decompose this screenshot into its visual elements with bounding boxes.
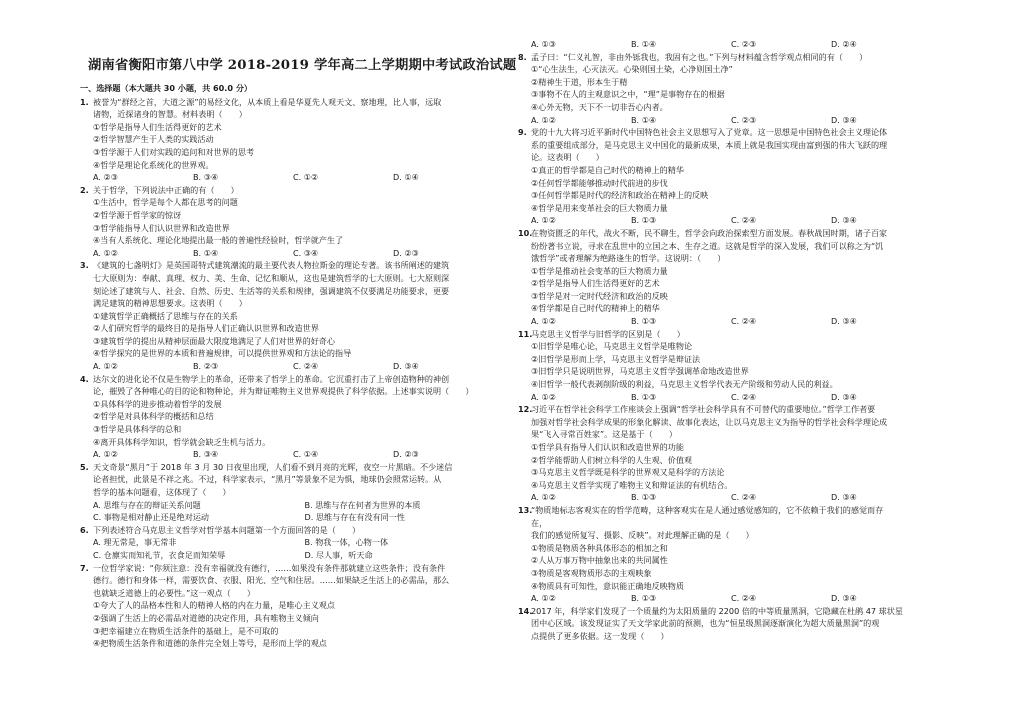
answer-options [531, 391, 954, 404]
statement-item: ②哲学源于哲学家的惊讶 [93, 209, 182, 220]
question-stem-line: 达尔文的进化论不仅是生物学上的革命，还带来了哲学上的革命。它沉重打击了上帝创造物种的神创 [93, 373, 450, 384]
question-number: 4. [80, 373, 89, 384]
answer-options [531, 38, 954, 51]
statement-item: ④哲学是理论化系统化的世界观。 [93, 159, 214, 170]
answer-option: A. ①② [531, 492, 557, 503]
question-stem-line: 关于哲学，下列说法中正确的有（ ） [93, 184, 239, 195]
question-stem-line: 系的重要组成部分，是马克思主义中国化的最新成果，本质上就是我国实现由富到强的伟大飞跃的理 [531, 139, 888, 150]
question [80, 184, 516, 260]
statement-item: ④离开具体科学知识，哲学就会缺乏生机与活力。 [93, 436, 271, 447]
statement-item: ②旧哲学是形而上学，马克思主义哲学是辩证法 [531, 353, 701, 364]
question-stem-line: 被誉为“群经之首，大道之源”的易经文化，从本质上看是华夏先人观天文、察地理，比人事，远取 [93, 96, 442, 107]
answer-options [93, 171, 516, 184]
answer-option: C. ②④ [293, 361, 319, 372]
answer-option: B. ①③ [631, 316, 657, 327]
answer-options [93, 511, 516, 524]
statement-item: ②任何哲学都能够推动时代前进的步伐 [531, 177, 668, 188]
answer-options [531, 214, 954, 227]
question [518, 126, 954, 227]
statement-item: ②哲学是指导人们生活得更好的艺术 [531, 278, 660, 289]
answer-option: D. ①④ [393, 172, 419, 183]
question-stem-line: 刻论述了建筑与人、社会、自然、历史、生活等的关系和规律，强调建筑不仅要满足功能要求，更要 [93, 285, 450, 296]
answer-option: D. ②③ [393, 247, 419, 258]
statement-item: ③任何哲学都是时代的经济和政治在精神上的反映 [531, 190, 709, 201]
question [80, 562, 516, 650]
question-number: 2. [80, 184, 89, 195]
question-stem-line: 果“飞入寻常百姓家”。这是基于（ ） [531, 429, 677, 440]
statement-item: ③哲学是具体科学的总和 [93, 424, 182, 435]
answer-option: D. ③④ [831, 391, 857, 402]
answer-option: D. ③④ [831, 215, 857, 226]
answer-option: A. ①② [531, 114, 557, 125]
question [80, 461, 516, 524]
answer-option: A. ①② [93, 361, 119, 372]
question-stem-line: 孟子曰：“仁义礼智，非由外铄我也，我固有之也。”下列与材料蕴含哲学观点相同的有（ ） [531, 51, 868, 62]
answer-option: B. 思维与存在何者为世界的本质 [304, 499, 421, 510]
statement-item: ④心外无物，天下不一切非吾心内者。 [531, 101, 668, 112]
statement-item: ②哲学是对具体科学的概括和总结 [93, 411, 214, 422]
statement-item: ①建筑哲学正确概括了思维与存在的关系 [93, 310, 238, 321]
answer-option: D. ③④ [393, 361, 419, 372]
answer-option: D. ②③ [393, 449, 419, 460]
question [80, 96, 516, 184]
question-stem-line: 德行。德行和身体一样，需要饮食、衣服、阳光、空气和住居。……如果缺乏生活上的必需品，那么 [93, 575, 450, 586]
question-stem-line: 哲学的基本问题看，这体现了（ ） [93, 487, 231, 497]
statement-item: ④旧哲学一般代表剥削阶级的利益，马克思主义哲学代表无产阶级和劳动人民的利益。 [531, 379, 838, 390]
answer-options [93, 499, 516, 512]
answer-option: A. ①② [531, 391, 557, 402]
statement-item: ②精神生于道，形本生于精 [531, 76, 628, 87]
question-stem-line: 饿哲学”或者理解为绝路逢生的哲学。这说明：（ ） [531, 253, 726, 264]
question-number: 10. [518, 227, 533, 238]
answer-option: B. ①④ [193, 247, 219, 258]
question-number: 14. [518, 605, 533, 616]
question [518, 504, 954, 605]
right-column [518, 38, 954, 643]
answer-option: C. ②④ [731, 215, 757, 226]
answer-options [531, 491, 954, 504]
statement-item: ④马克思主义哲学实现了唯物主义和辩证法的有机结合。 [531, 479, 733, 490]
statement-item: ④哲学都是自己时代的精神上的精华 [531, 303, 660, 314]
question-stem-line: 七大原则为：奉献、真理、权力、美、生命、记忆和顺从，这也是建筑哲学的七大原则。七大原则深 [93, 272, 450, 283]
statement-item: ③建筑哲学的提出从精神层面最大限度地满足了人们对世界的好奇心 [93, 335, 335, 346]
statement-item: ③哲学源于人们对实践的追问和对世界的思考 [93, 146, 255, 157]
answer-option: A. ①② [531, 316, 557, 327]
answer-option: C. ②④ [731, 593, 757, 604]
statement-item: ②哲学智慧产生于人类的实践活动 [93, 134, 214, 145]
answer-option: C. ①② [293, 172, 319, 183]
question-stem-line: 我们的感觉所复写、摄影、反映”。对此理解正确的是（ ） [531, 530, 754, 541]
statement-item: ③把幸福建立在物质生活条件的基础上，是不可取的 [93, 625, 279, 636]
statement-item: ②强调了生活上的必需品对道德的决定作用，具有唯物主义倾向 [93, 612, 319, 623]
answer-options [93, 247, 516, 260]
question-stem-line: 满足建筑的精神思想要求。这表明（ ） [93, 298, 247, 309]
answer-options [93, 549, 516, 562]
answer-option: D. ②④ [831, 39, 857, 49]
answer-option: B. ③④ [193, 172, 219, 183]
statement-item: ③事物不在人的主观意识之中，“理”是事物存在的根据 [531, 89, 725, 100]
question-stem-line: 习近平在哲学社会科学工作座谈会上强调“哲学社会科学具有不可替代的重要地位。”哲学工作者要 [531, 404, 876, 415]
question-number: 3. [80, 260, 89, 271]
question-number: 6. [80, 524, 89, 535]
statement-item: ③马克思主义哲学既是科学的世界观又是科学的方法论 [531, 467, 725, 478]
answer-option: C. ②④ [731, 391, 757, 402]
statement-item: ①夸大了人的品格本性和人的精神人格的内在力量，是唯心主义观点 [93, 600, 335, 611]
question-stem-line: 点提供了更多依据。这一发现（ ） [531, 630, 669, 641]
answer-option: B. 物我一体，心物一体 [304, 537, 389, 548]
answer-option: C. ③④ [293, 247, 319, 258]
statement-item: ①生活中，哲学是每个人都在思考的问题 [93, 197, 238, 208]
question-stem-line: 党的十九大将习近平新时代中国特色社会主义思想写入了党章。这一思想是中国特色社会主义理论体 [531, 127, 888, 138]
statement-item: ②哲学能帮助人们树立科学的人生观、价值观 [531, 454, 693, 465]
answer-option: A. ①③ [531, 39, 557, 49]
statement-item: ①哲学是推动社会变革的巨大物质力量 [531, 265, 668, 276]
statement-item: ④哲学探究的是世界的本质和普遍规律，可以提供世界观和方法论的指导 [93, 348, 352, 359]
answer-option: C. ②④ [731, 492, 757, 503]
answer-options [93, 360, 516, 373]
question-stem-line: 也就缺乏道德上的必要性。”这一观点（ ） [93, 587, 256, 598]
question-number: 9. [518, 127, 527, 138]
answer-option: A. ①② [531, 215, 557, 226]
question-number: 7. [80, 562, 89, 573]
answer-option: C. 事物是相对静止还是绝对运动 [93, 512, 210, 523]
question-number: 1. [80, 96, 89, 107]
statement-item: ①旧哲学是唯心论，马克思主义哲学是唯物论 [531, 341, 693, 352]
question [518, 38, 954, 51]
statement-item: ①“心生法生，心灭法灭。心染则国土染，心净则国土净” [531, 64, 733, 75]
statement-item: ④把物质生活条件和道德的条件完全划上等号，是形而上学的观点 [93, 638, 327, 649]
answer-option: B. ①③ [631, 492, 657, 503]
question-stem-line: 加强对哲学社会科学成果的形象化解读、故事化表达，让以马克思主义为指导的哲学社会科学理论成 [531, 416, 888, 427]
left-column [80, 82, 516, 650]
answer-options [93, 448, 516, 461]
answer-options [531, 315, 954, 328]
statement-item: ①物质是物质各种具体形态的相加之和 [531, 542, 668, 553]
question-stem-line: 马克思主义哲学与旧哲学的区别是（ ） [531, 328, 685, 339]
answer-option: A. ①② [93, 247, 119, 258]
statement-item: ①哲学具有指导人们认识和改造世界的功能 [531, 442, 684, 452]
statement-item: ③物质是客观物质形态的主观映象 [531, 567, 652, 578]
answer-option: A. ②③ [93, 172, 119, 183]
answer-option: C. ②④ [731, 316, 757, 327]
question-stem-line: 团中心区域。该发现证实了天文学家此前的预测，也为“恒星级黑洞逐渐演化为超大质量黑洞”的观 [531, 618, 880, 629]
section-heading: 一、选择题（本大题共 30 小题，共 60.0 分） [80, 83, 253, 93]
question [80, 259, 516, 372]
question-stem-line: 论。这表明（ ） [531, 152, 604, 163]
question-stem-line: 下列表述符合马克思主义哲学对哲学基本问题第一个方面回答的是（ ） [93, 524, 361, 535]
statement-item: ④物质具有可知性，意识能正确地反映物质 [531, 580, 684, 591]
answer-option: D. 思维与存在有没有同一性 [304, 512, 405, 523]
question-stem-line: 在物资匮乏的年代，战火不断，民不聊生，哲学会向政治探索型方面发展。春秋战国时期，诸子百家 [531, 227, 888, 238]
answer-option: C. ①④ [293, 449, 319, 460]
question [518, 328, 954, 404]
question [518, 403, 954, 504]
answer-option: D. ③④ [831, 492, 857, 503]
answer-option: D. ③④ [831, 316, 857, 327]
answer-option: C. ②③ [731, 114, 757, 125]
statement-item: ④当有人系统化、理论化地提出最一般的普遍性经验时，哲学就产生了 [93, 235, 344, 246]
statement-item: ①具体科学的进步推动着哲学的发展 [93, 398, 222, 409]
question-number: 5. [80, 461, 89, 472]
answer-option: B. ①④ [631, 114, 657, 125]
answer-options [531, 592, 954, 605]
answer-options [531, 114, 954, 127]
answer-option: D. ③④ [831, 593, 857, 604]
answer-option: A. 思维与存在的辩证关系问题 [93, 499, 201, 510]
question-stem-line: 论者担忧，此景是不祥之兆。不过，科学家表示，“黑月”等景象不足为惧，地球仍会照常运转。从 [93, 474, 442, 485]
statement-item: ③旧哲学只是说明世界，马克思主义哲学强调革命地改造世界 [531, 366, 749, 377]
question-stem-line: 2017 年，科学家们发现了一个质量约为太阳质量的 2200 倍的中等质量黑洞，它隐藏在杜鹃 47 球状星 [531, 605, 903, 616]
answer-option: C. ②③ [731, 39, 757, 49]
statement-item: ②人们研究哲学的最终目的是指导人们正确认识世界和改造世界 [93, 323, 319, 334]
question-number: 8. [518, 51, 527, 62]
question-number: 13. [518, 504, 533, 515]
statement-item: ②人从万事万物中抽象出来的共同属性 [531, 555, 668, 566]
answer-option: A. ①② [93, 449, 119, 460]
question-number: 11. [518, 328, 533, 339]
question-stem-line: “物质地标志客观实在的哲学范畴，这种客观实在是人通过感觉感知的，它不依赖于我们的感觉而存 [531, 504, 884, 515]
statement-item: ①真正的哲学都是自己时代的精神上的精华 [531, 164, 684, 175]
question [518, 605, 954, 643]
question [80, 524, 516, 562]
statement-item: ③哲学是对一定时代经济和政治的反映 [531, 290, 668, 301]
answer-option: D. ③④ [831, 114, 857, 125]
question [80, 373, 516, 461]
answer-option: B. ③④ [193, 449, 219, 460]
answer-option: C. 仓廪实而知礼节，衣食足而知荣辱 [93, 549, 226, 560]
answer-option: B. ①③ [631, 593, 657, 604]
question-stem-line: 论，摧毁了各种唯心的目的论和物种论，并为辩证唯物主义世界观提供了科学依据。上述事实说明（ ） [93, 386, 474, 397]
question-stem-line: 诸物，近探诸身的智慧。材料表明（ ） [93, 109, 247, 120]
question-stem-line: 《建筑的七盏明灯》是英国哥特式建筑潮流的最主要代表人物拉斯金的理论专著。该书所阐述的建筑 [93, 260, 450, 271]
answer-option: A. ①② [531, 593, 557, 604]
question-stem-line: 一位哲学家说：“你须注意：没有幸福就没有德行，……如果没有条件那就建立这些条件；没有条件 [93, 562, 446, 573]
question-stem-line: 纷纷著书立说，寻求在乱世中的立国之本、生存之道。这就是哲学的深入发展，我们可以称之为“饥 [531, 240, 884, 251]
question [518, 227, 954, 328]
page-title: 湖南省衡阳市第八中学 2018-2019 学年高二上学期期中考试政治试题 [88, 58, 517, 73]
answer-option: B. ①③ [631, 215, 657, 226]
answer-options [93, 536, 516, 549]
answer-option: B. ①③ [631, 391, 657, 402]
question [518, 51, 954, 127]
answer-option: B. ②③ [193, 361, 219, 372]
answer-option: B. ①④ [631, 39, 657, 49]
answer-option: D. 尽人事，听天命 [304, 549, 373, 560]
answer-option: A. 理无常是，事无常非 [93, 537, 177, 548]
question-stem-line: 在， [531, 517, 548, 528]
statement-item: ①哲学是指导人们生活得更好的艺术 [93, 121, 222, 132]
question-number: 12. [518, 404, 533, 415]
statement-item: ④哲学是用来变革社会的巨大物质力量 [531, 202, 668, 213]
statement-item: ③哲学能指导人们认识世界和改造世界 [93, 222, 230, 233]
question-stem-line: 天文奇景“黑月”于 2018 年 3 月 30 日夜里出现，人们看不到月亮的光辉，夜空一片黑暗。不少迷信 [93, 461, 453, 472]
